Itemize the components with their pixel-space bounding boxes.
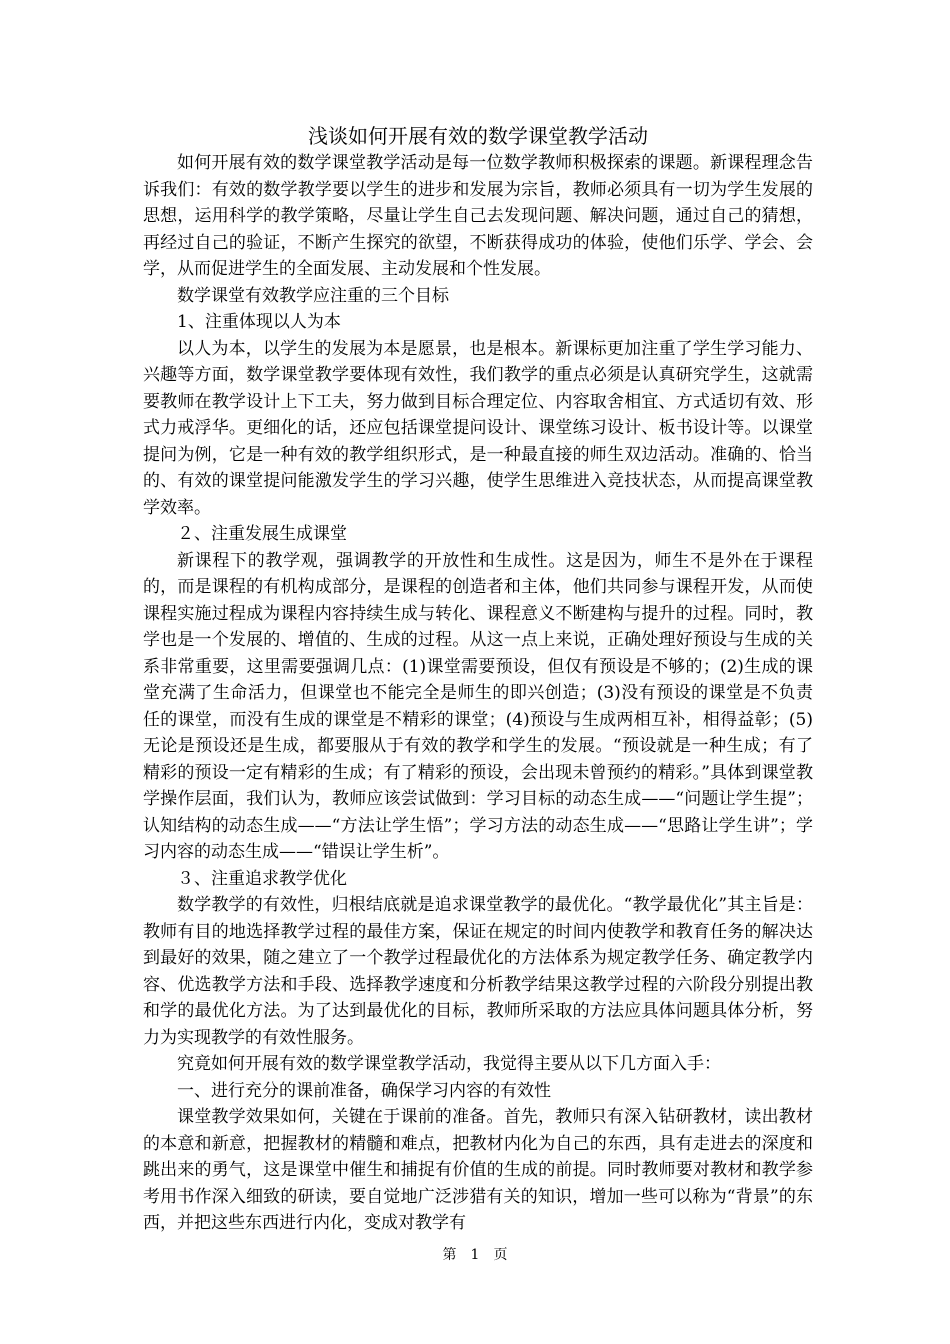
paragraph-goal-1: 以人为本，以学生的发展为本是愿景，也是根本。新课标更加注重了学生学习能力、兴趣等方面，数学课堂教学要体现有效性，我们教学的重点必须是认真研究学生，这就需要教师在教学设计上下工夫，努力做到目标合理定位、内容取舍相宜、方式适切有效、形式力戒浮华。更细化的话，还应包括课堂提问设计、课堂练习设计、板书设计等。以课堂提问为例，它是一种有效的教学组织形式，是一种最直接的师生双边活动。准确的、恰当的、有效的课堂提问能激发学生的学习兴趣，使学生思维进入竞技状态，从而提高课堂教学效率。 [143, 338, 813, 518]
section-heading-three-goals: 数学课堂有效教学应注重的三个目标 [177, 285, 449, 306]
subheading-goal-1: 1、注重体现以人为本 [177, 312, 341, 332]
paragraph-goal-3: 数学教学的有效性，归根结底就是追求课堂教学的最优化。“教学最优化”其主旨是：教师有目的地选择教学过程的最佳方案，保证在规定的时间内使教学和教育任务的解决达到最好的效果，随之建立了一个教学过程最优化的方法体系为规定教学任务、确定教学内容、优选教学方法和手段、选择教学速度和分析教学结果这教学过程的六阶段分别提出教和学的最优化方法。为了达到最优化的目标，教师所采取的方法应具体问题具体分析，努力为实现教学的有效性服务。 [143, 895, 813, 1048]
paragraph-section-1: 课堂教学效果如何，关键在于课前的准备。首先，教师只有深入钻研教材，读出教材的本意和新意，把握教材的精髓和难点，把教材内化为自己的东西，具有走进去的深度和跳出来的勇气，这是课堂中催生和捕捉有价值的生成的前提。同时教师要对教材和教学参考用书作深入细致的研读，要自觉地广泛涉猎有关的知识，增加一些可以称为“背景”的东西，并把这些东西进行内化，变成对教学有 [143, 1107, 813, 1233]
subheading-goal-2: ２、注重发展生成课堂 [177, 524, 347, 544]
document-body [143, 122, 813, 1237]
paragraph-intro: 如何开展有效的数学课堂教学活动是每一位数学教师积极探索的课题。新课程理念告诉我们：有效的数学教学要以学生的进步和发展为宗旨，教师必须具有一切为学生发展的思想，运用科学的教学策略，尽量让学生自己去发现问题、解决问题，通过自己的猜想，再经过自己的验证，不断产生探究的欲望，不断获得成功的体验，使他们乐学、学会、会学，从而促进学生的全面发展、主动发展和个性发展。 [143, 153, 813, 279]
section-heading-1: 一、进行充分的课前准备，确保学习内容的有效性 [177, 1080, 551, 1101]
page-number-footer: 第 1 页 [442, 1247, 508, 1263]
paragraph-goal-2: 新课程下的教学观，强调教学的开放性和生成性。这是因为，师生不是外在于课程的，而是课程的有机构成部分，是课程的创造者和主体，他们共同参与课程开发，从而使课程实施过程成为课程内容持续生成与转化、课程意义不断建构与提升的过程。同时，教学也是一个发展的、增值的、生成的过程。从这一点上来说，正确处理好预设与生成的关系非常重要，这里需要强调几点：(1)课堂需要预设，但仅有预设是不够的；(2)生成的课堂充满了生命活力，但课堂也不能完全是师生的即兴创造；(3)没有预设的课堂是不负责任的课堂，而没有生成的课堂是不精彩的课堂；(4)预设与生成两相互补，相得益彰；(5)无论是预设还是生成，都要服从于有效的教学和学生的发展。“预设就是一种生成；有了精彩的预设一定有精彩的生成；有了精彩的预设，会出现未曾预约的精彩。”具体到课堂教学操作层面，我们认为，教师应该尝试做到：学习目标的动态生成——“问题让学生提”；认知结构的动态生成——“方法让学生悟”；学习方法的动态生成——“思路让学生讲”；学习内容的动态生成——“错误让学生析”。 [143, 550, 813, 862]
document-title: 浅谈如何开展有效的数学课堂教学活动 [308, 124, 648, 148]
subheading-goal-3: ３、注重追求教学优化 [177, 868, 347, 889]
paragraph-transition: 究竟如何开展有效的数学课堂教学活动，我觉得主要从以下几方面入手： [177, 1054, 721, 1074]
